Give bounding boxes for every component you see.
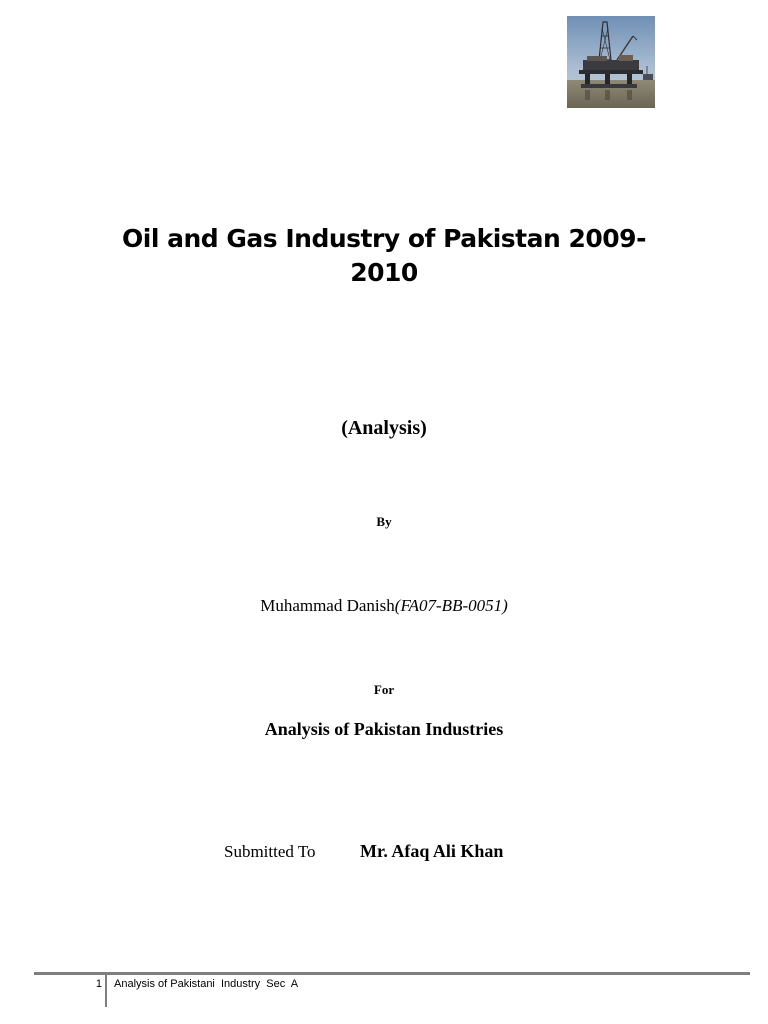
author-name: Muhammad Danish [260, 596, 395, 615]
submitted-to-label: Submitted To [224, 842, 316, 861]
footer-divider [105, 975, 107, 1007]
author-registration: (FA07-BB-0051) [394, 596, 508, 615]
submitted-to-name: Mr. Afaq Ali Khan [360, 841, 504, 861]
course-name: Analysis of Pakistan Industries [264, 719, 504, 739]
offshore-oil-rig-photo [567, 16, 655, 108]
footer-text: Analysis of Pakistani Industry Sec A [114, 978, 299, 990]
document-title [60, 222, 708, 290]
document-title-line-1: Oil and Gas Industry of Pakistan 2009- [122, 224, 646, 253]
document-title-line-2: 2010 [350, 258, 418, 287]
author-line [0, 596, 768, 616]
for-label: For [373, 682, 395, 697]
footer-rule [34, 972, 750, 975]
submitted-to-line [224, 841, 503, 862]
document-subtitle: (Analysis) [341, 417, 427, 439]
by-label: By [376, 514, 392, 529]
footer-page-number: 1 [95, 978, 102, 990]
